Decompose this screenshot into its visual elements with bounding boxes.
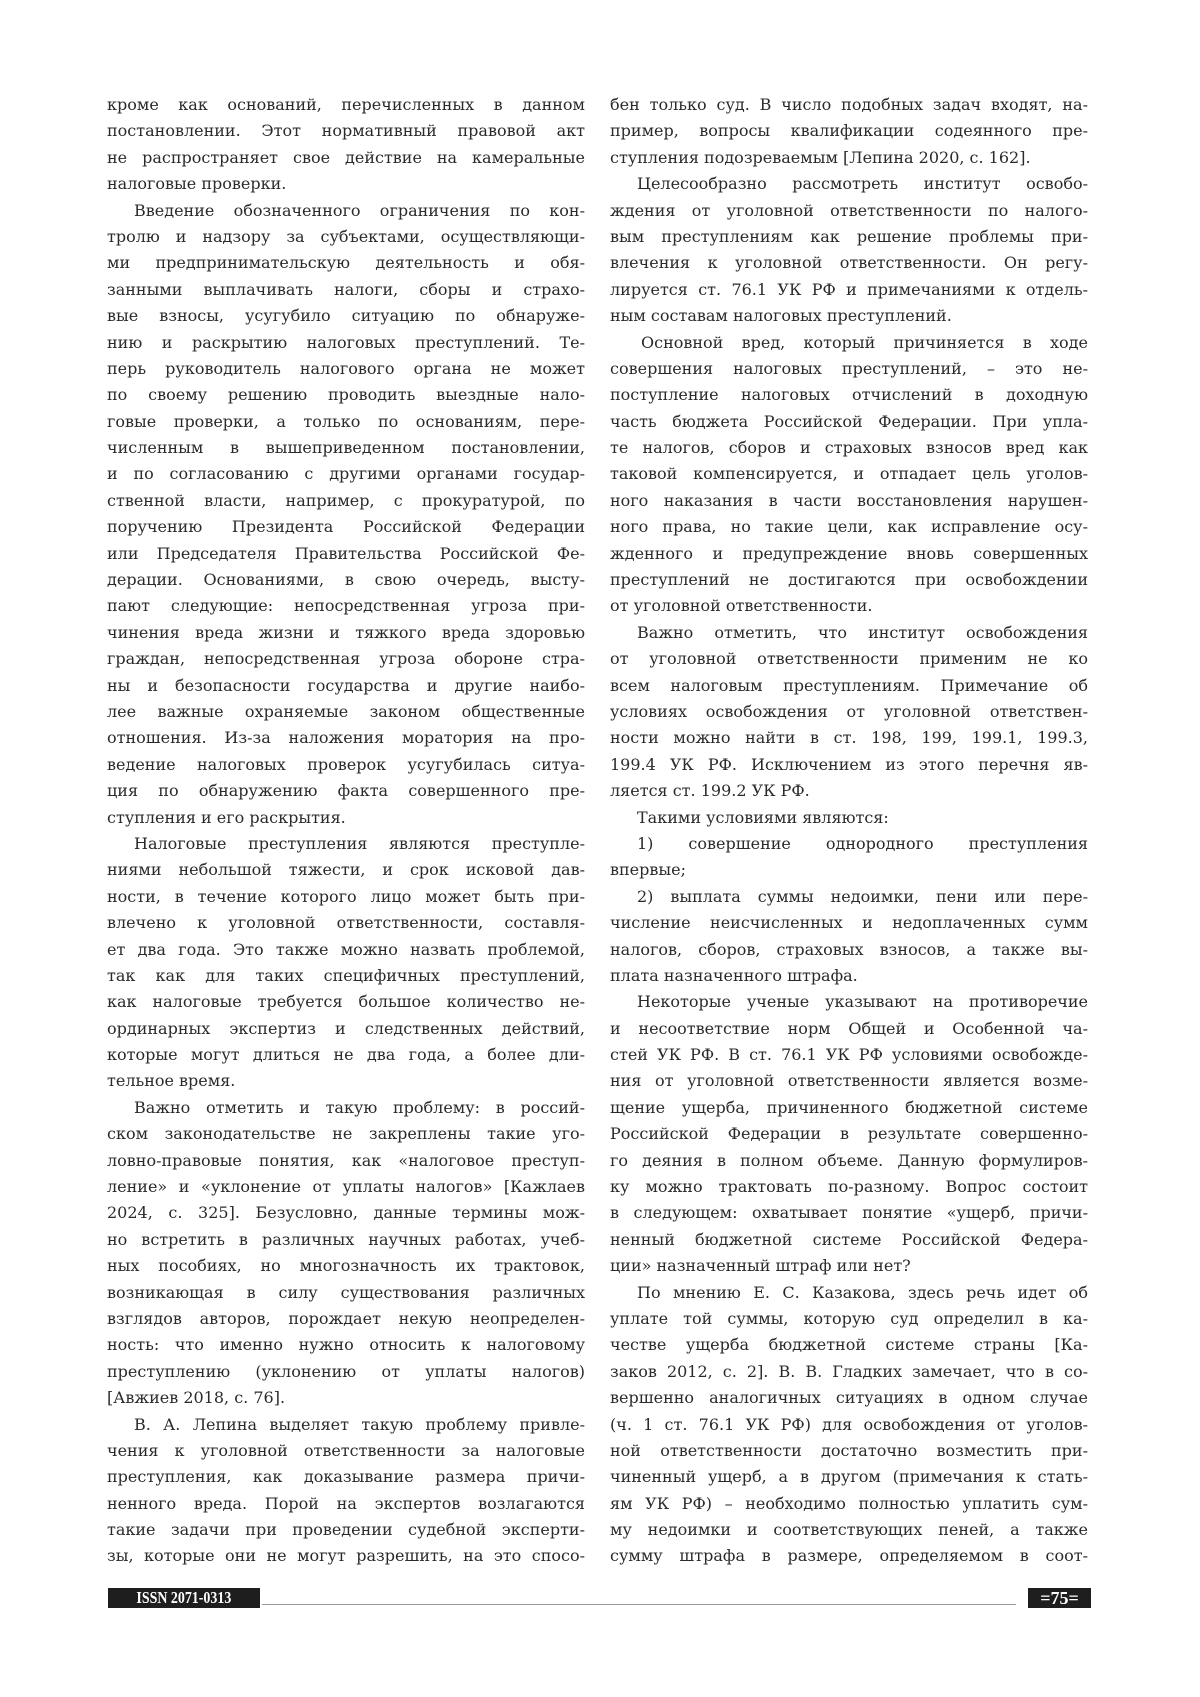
text-line: ных пособиях, но многозначность их трактовок, — [107, 1253, 585, 1279]
text-line: ственной власти, например, с прокуратурой, по — [107, 488, 585, 514]
text-line: постановлении. Этот нормативный правовой акт — [107, 118, 585, 144]
text-line: нию и раскрытию налоговых преступлений. Те- — [107, 330, 585, 356]
text-line: 199.4 УК РФ. Исключением из этого перечня яв- — [610, 752, 1088, 778]
paragraph — [610, 831, 1088, 884]
text-line: пают следующие: непосредственная угроза при- — [107, 593, 585, 619]
text-line: от уголовной ответственности применим не ко — [610, 646, 1088, 672]
paragraph — [107, 92, 585, 198]
text-line: ненного вреда. Порой на экспертов возлагаются — [107, 1491, 585, 1517]
text-line: жденного и предупреждение вновь совершенных — [610, 541, 1088, 567]
text-line: бен только суд. В число подобных задач входят, на- — [610, 92, 1088, 118]
text-line: 2) выплата суммы недоимки, пени или пере- — [610, 884, 1088, 910]
text-line: ны и безопасности государства и другие наибо- — [107, 673, 585, 699]
text-line: и несоответствие норм Общей и Особенной ча- — [610, 1016, 1088, 1042]
text-line: влечено к уголовной ответственности, составля- — [107, 910, 585, 936]
text-line: зы, которые они не могут разрешить, на это спосо- — [107, 1543, 585, 1569]
paragraph — [107, 198, 585, 831]
text-line: тельное время. — [107, 1068, 585, 1094]
text-line: как налоговые требуется большое количество не- — [107, 989, 585, 1015]
text-line: отношения. Из-за наложения моратория на про- — [107, 725, 585, 751]
left-text-column — [107, 92, 585, 1570]
paragraph — [610, 805, 1088, 831]
text-line: влечения к уголовной ответственности. Он регу- — [610, 250, 1088, 276]
text-line: совершения налоговых преступлений, – это не- — [610, 356, 1088, 382]
text-line: численным в вышеприведенном постановлении, — [107, 435, 585, 461]
text-line: поручению Президента Российской Федерации — [107, 514, 585, 540]
text-line: Целесообразно рассмотреть институт освобо- — [610, 171, 1088, 197]
text-line: которые могут длиться не два года, а более дли- — [107, 1042, 585, 1068]
text-line: ности, в течение которого лицо может быть при- — [107, 884, 585, 910]
text-line: не распространяет свое действие на камеральные — [107, 145, 585, 171]
text-line: стей УК РФ. В ст. 76.1 УК РФ условиями освобожде- — [610, 1042, 1088, 1068]
text-line: но встретить в различных научных работах, учеб- — [107, 1227, 585, 1253]
text-line: Налоговые преступления являются преступле- — [107, 831, 585, 857]
text-line: чинения вреда жизни и тяжкого вреда здоровью — [107, 620, 585, 646]
text-line: По мнению Е. С. Казакова, здесь речь идет об — [610, 1280, 1088, 1306]
text-line: условиях освобождения от уголовной ответствен- — [610, 699, 1088, 725]
text-line: вершенно аналогичных ситуациях в одном случае — [610, 1385, 1088, 1411]
text-line: впервые; — [610, 857, 1088, 883]
text-line: в следующем: охватывает понятие «ущерб, причи- — [610, 1200, 1088, 1226]
text-line: (ч. 1 ст. 76.1 УК РФ) для освобождения от уголов- — [610, 1412, 1088, 1438]
text-line: ния от уголовной ответственности является возме- — [610, 1068, 1088, 1094]
text-line: ного права, но такие цели, как исправление осу- — [610, 514, 1088, 540]
text-line: вым преступлениям как решение проблемы при- — [610, 224, 1088, 250]
text-line: сумму штрафа в размере, определяемом в соот- — [610, 1543, 1088, 1569]
text-line: ного наказания в части восстановления нарушен- — [610, 488, 1088, 514]
text-line: или Председателя Правительства Российской Фе- — [107, 541, 585, 567]
text-line: говые проверки, а только по основаниям, пере- — [107, 409, 585, 435]
text-line: 1) совершение однородного преступления — [610, 831, 1088, 857]
text-line: числение неисчисленных и недоплаченных сумм — [610, 910, 1088, 936]
text-line: ности можно найти в ст. 198, 199, 199.1, 199.3, — [610, 725, 1088, 751]
paragraph — [610, 989, 1088, 1279]
text-line: ям УК РФ) – необходимо полностью уплатить сум- — [610, 1491, 1088, 1517]
paragraph — [107, 1412, 585, 1570]
text-line: граждан, непосредственная угроза обороне стра- — [107, 646, 585, 672]
issn-text: ISSN 2071-0313 — [137, 1588, 232, 1608]
text-line: Некоторые ученые указывают на противоречие — [610, 989, 1088, 1015]
text-line: занными выплачивать налоги, сборы и страхо- — [107, 277, 585, 303]
text-line: му недоимки и соответствующих пеней, а также — [610, 1517, 1088, 1543]
text-line: поступление налоговых отчислений в доходную — [610, 382, 1088, 408]
paragraph — [610, 330, 1088, 620]
text-line: ции» назначенный штраф или нет? — [610, 1253, 1088, 1279]
text-line: ной ответственности достаточно возместить при- — [610, 1438, 1088, 1464]
text-line: преступлений не достигаются при освобождении — [610, 567, 1088, 593]
text-line: лируется ст. 76.1 УК РФ и примечаниями к отдель- — [610, 277, 1088, 303]
paragraph — [610, 884, 1088, 990]
text-line: ность: что именно нужно относить к налоговому — [107, 1332, 585, 1358]
text-line: ординарных экспертиз и следственных действий, — [107, 1016, 585, 1042]
issn-badge — [108, 1588, 260, 1608]
text-line: лее важные охраняемые законом общественные — [107, 699, 585, 725]
text-line: по своему решению проводить выездные нало- — [107, 382, 585, 408]
text-line: так как для таких специфичных преступлений, — [107, 963, 585, 989]
text-line: щение ущерба, причиненного бюджетной системе — [610, 1095, 1088, 1121]
text-line: ниями небольшой тяжести, и срок исковой дав- — [107, 857, 585, 883]
text-line: чиненный ущерб, а в другом (примечания к стать- — [610, 1464, 1088, 1490]
paragraph — [610, 1280, 1088, 1570]
text-line: ление» и «уклонение от уплаты налогов» [Кажлаев — [107, 1174, 585, 1200]
footer-divider — [262, 1604, 1016, 1605]
page-number: =75= — [1028, 1588, 1091, 1608]
text-line: всем налоговым преступлениям. Примечание об — [610, 673, 1088, 699]
text-line: таковой компенсируется, и отпадает цель уголов- — [610, 461, 1088, 487]
text-line: ловно-правовые понятия, как «налоговое преступ- — [107, 1148, 585, 1174]
text-line: чения к уголовной ответственности за налоговые — [107, 1438, 585, 1464]
text-line: такие задачи при проведении судебной эксперти- — [107, 1517, 585, 1543]
text-line: ступления подозреваемым [Лепина 2020, с. 162]. — [610, 145, 1088, 171]
text-line: уплате той суммы, которую суд определил в ка- — [610, 1306, 1088, 1332]
text-line: ступления и его раскрытия. — [107, 805, 585, 831]
text-line: честве ущерба бюджетной системе страны [Ка- — [610, 1332, 1088, 1358]
text-line: Введение обозначенного ограничения по кон- — [107, 198, 585, 224]
text-line: [Авжиев 2018, с. 76]. — [107, 1385, 585, 1411]
text-line: пример, вопросы квалификации содеянного пре- — [610, 118, 1088, 144]
paragraph — [107, 1095, 585, 1412]
right-text-column — [610, 92, 1088, 1570]
text-line: возникающая в силу существования различных — [107, 1280, 585, 1306]
text-line: ми предпринимательскую деятельность и обя- — [107, 250, 585, 276]
paragraph — [107, 831, 585, 1095]
text-line: вые взносы, усугубило ситуацию по обнаруже- — [107, 303, 585, 329]
text-line: преступлению (уклонению от уплаты налогов) — [107, 1359, 585, 1385]
text-line: дерации. Основаниями, в свою очередь, высту- — [107, 567, 585, 593]
text-line: ненный бюджетной системе Российской Федера- — [610, 1227, 1088, 1253]
text-line: В. А. Лепина выделяет такую проблему привле- — [107, 1412, 585, 1438]
text-line: заков 2012, с. 2]. В. В. Гладких замечает, что в со- — [610, 1359, 1088, 1385]
text-line: го деяния в полном объеме. Данную формулиров- — [610, 1148, 1088, 1174]
text-line: ку можно трактовать по-разному. Вопрос состоит — [610, 1174, 1088, 1200]
text-line: ведение налоговых проверок усугубилась ситуа- — [107, 752, 585, 778]
text-line: кроме как оснований, перечисленных в данном — [107, 92, 585, 118]
text-line: и по согласованию с другими органами государ- — [107, 461, 585, 487]
text-line: ляется ст. 199.2 УК РФ. — [610, 778, 1088, 804]
text-line: те налогов, сборов и страховых взносов вред как — [610, 435, 1088, 461]
paragraph — [610, 171, 1088, 329]
text-line: ет два года. Это также можно назвать проблемой, — [107, 937, 585, 963]
text-line: часть бюджета Российской Федерации. При упла- — [610, 409, 1088, 435]
text-line: 2024, с. 325]. Безусловно, данные термины мож- — [107, 1200, 585, 1226]
text-line: Такими условиями являются: — [610, 805, 1088, 831]
text-line: ция по обнаружению факта совершенного пре- — [107, 778, 585, 804]
text-line: ском законодательстве не закреплены такие уго- — [107, 1121, 585, 1147]
text-line: налоговые проверки. — [107, 171, 585, 197]
text-line: плата назначенного штрафа. — [610, 963, 1088, 989]
text-line: Российской Федерации в результате совершенно- — [610, 1121, 1088, 1147]
text-line: Важно отметить и такую проблему: в россий- — [107, 1095, 585, 1121]
text-line: налогов, сборов, страховых взносов, а также вы- — [610, 937, 1088, 963]
paragraph — [610, 620, 1088, 805]
text-line: взглядов авторов, порождает некую неопределен- — [107, 1306, 585, 1332]
text-line: Важно отметить, что институт освобождения — [610, 620, 1088, 646]
text-line: преступления, как доказывание размера причи- — [107, 1464, 585, 1490]
paragraph — [610, 92, 1088, 171]
text-line: ждения от уголовной ответственности по налого- — [610, 198, 1088, 224]
text-line: тролю и надзору за субъектами, осуществляющи- — [107, 224, 585, 250]
text-line: перь руководитель налогового органа не может — [107, 356, 585, 382]
text-line: от уголовной ответственности. — [610, 593, 1088, 619]
text-line: Основной вред, который причиняется в ходе — [610, 330, 1088, 356]
text-line: ным составам налоговых преступлений. — [610, 303, 1088, 329]
